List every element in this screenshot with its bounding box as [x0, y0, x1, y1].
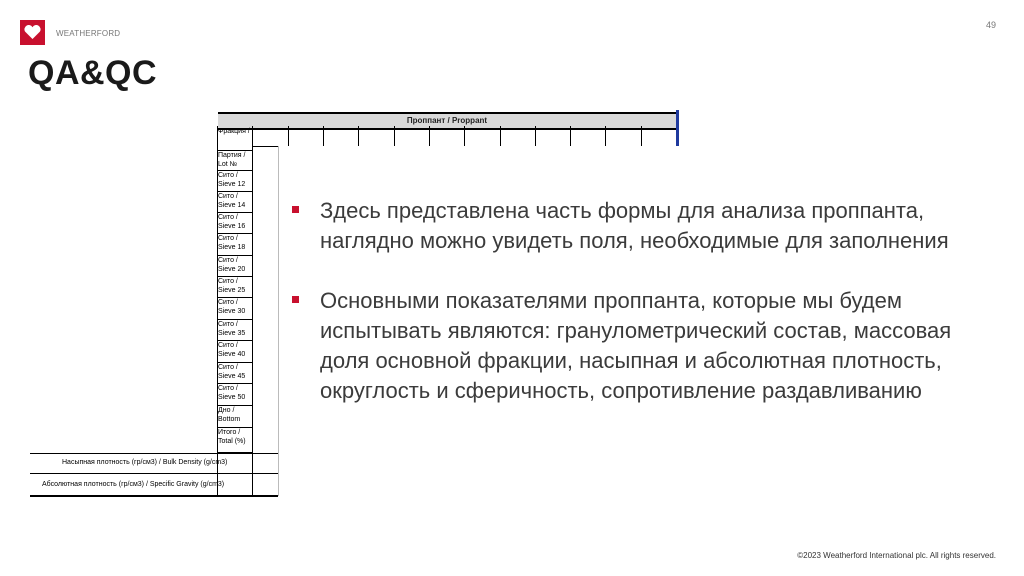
row-label-sieve-45: Сито / Sieve 45 [218, 363, 252, 384]
table-edge [676, 110, 679, 146]
row-label-sieve-40: Сито / Sieve 40 [218, 341, 252, 363]
row-label-sieve-25: Сито / Sieve 25 [218, 277, 252, 298]
cell-divider [358, 126, 359, 146]
row-label-bottom: Дно / Bottom [218, 406, 252, 428]
cell-divider [288, 126, 289, 146]
brand-name: WEATHERFORD [56, 29, 121, 38]
row-label-fraction: Фракция / [218, 127, 252, 151]
weatherford-logo [20, 20, 45, 45]
row-label-lot: Партия / Lot № [218, 151, 252, 171]
cell-divider [500, 126, 501, 146]
cell-divider [394, 126, 395, 146]
cell-divider [429, 126, 430, 146]
row-divider [30, 453, 278, 454]
cell-divider [605, 126, 606, 146]
cell-divider [323, 126, 324, 146]
label-col-right [252, 146, 253, 496]
row-label-sieve-35: Сито / Sieve 35 [218, 320, 252, 341]
bullet-item [292, 286, 982, 406]
page-title: QA&QC [28, 54, 158, 92]
specific-gravity-label: Абсолютная плотность (гр/см3) / Specific Gravity (g/cm3) [42, 481, 225, 488]
copyright-footer: ©2023 Weatherford International plc. All rights reserved. [797, 551, 996, 560]
bulk-density-label: Насыпная плотность (гр/см3) / Bulk Density (g/cm3) [62, 459, 228, 466]
heart-icon [24, 25, 41, 40]
row-divider [30, 495, 278, 497]
cell-divider [641, 126, 642, 146]
row-label-sieve-30: Сито / Sieve 30 [218, 298, 252, 320]
form-table-title: Проппант / Proppant [218, 112, 676, 130]
bullet-text: Основными показателями проппанта, которые мы будем испытывать являются: гранулометрический состав, массовая доля основной фракции, насыпная и абсолютная плотность, округлость и сферичность, сопротивление раздавливанию [320, 288, 952, 403]
row-label-sieve-14: Сито / Sieve 14 [218, 192, 252, 213]
row-label-sieve-18: Сито / Sieve 18 [218, 234, 252, 256]
bullet-text: Здесь представлена часть формы для анализа проппанта, наглядно можно увидеть поля, необходимые для заполнения [320, 198, 949, 253]
row-divider [30, 473, 278, 474]
cell-divider [535, 126, 536, 146]
bullet-list [292, 196, 982, 436]
row-label-sieve-20: Сито / Sieve 20 [218, 256, 252, 277]
cell-divider [570, 126, 571, 146]
row-label-total: Итого / Total (%) [218, 428, 252, 453]
cell-divider [252, 126, 253, 146]
row-divider [252, 146, 278, 147]
bullet-marker [292, 206, 299, 213]
row-label-sieve-12: Сито / Sieve 12 [218, 171, 252, 192]
bullet-item [292, 196, 982, 256]
cell-divider [464, 126, 465, 146]
bullet-marker [292, 296, 299, 303]
value-col-edge [278, 146, 279, 496]
row-label-sieve-16: Сито / Sieve 16 [218, 213, 252, 234]
page-number: 49 [985, 20, 996, 30]
row-label-sieve-50: Сито / Sieve 50 [218, 384, 252, 406]
